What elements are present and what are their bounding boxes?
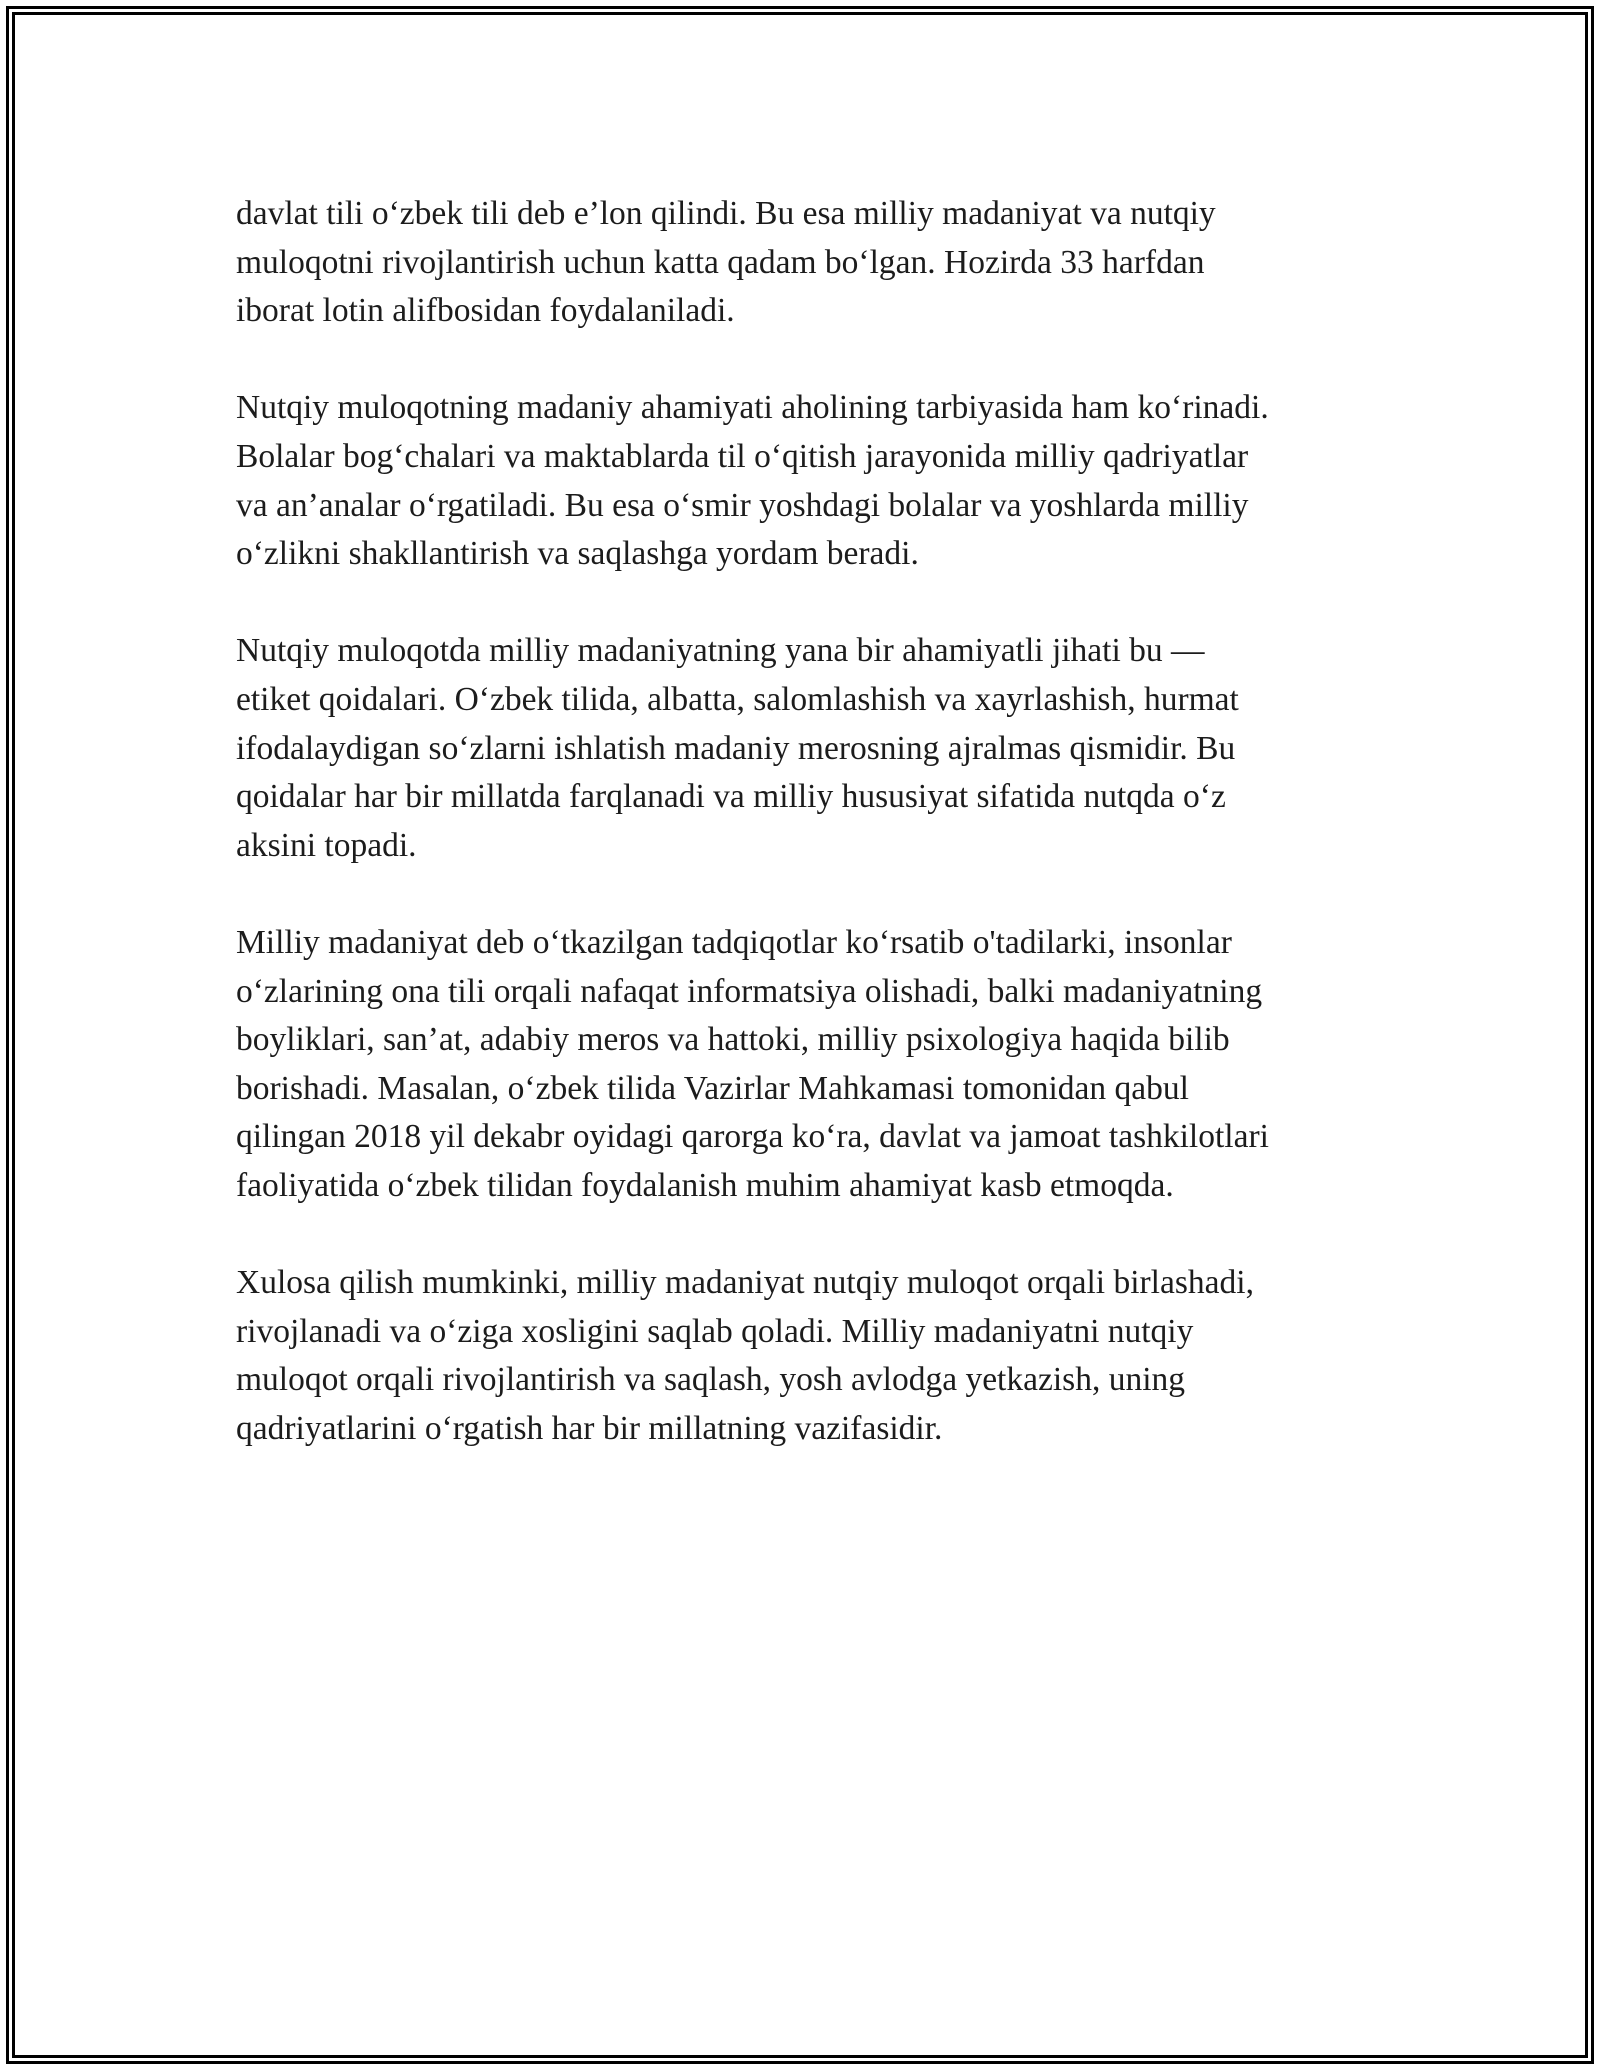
paragraph-conclusion: [236, 1259, 1376, 1453]
text-line: qadriyatlarini o‘rgatish har bir millatning vazifasidir.: [236, 1409, 943, 1447]
text-line: Nutqiy muloqotning madaniy ahamiyati aholining tarbiyasida ham ko‘rinadi.: [236, 389, 1269, 427]
paragraph-etiquette: [236, 627, 1376, 870]
paragraph-official-language: [236, 190, 1376, 336]
text-line: o‘zlarining ona tili orqali nafaqat informatsiya olishadi, balki madaniyatning: [236, 972, 1263, 1010]
paragraph-research: [236, 919, 1376, 1211]
text-line: ifodalaydigan so‘zlarni ishlatish madaniy merosning ajralmas qismidir. Bu: [236, 729, 1236, 767]
text-line: aksini topadi.: [236, 826, 417, 864]
text-line: muloqotni rivojlantirish uchun katta qadam bo‘lgan. Hozirda 33 harfdan: [236, 243, 1205, 281]
paragraph-cultural-importance: [236, 384, 1376, 578]
text-line: muloqot orqali rivojlantirish va saqlash, yosh avlodga yetkazish, uning: [236, 1361, 1186, 1399]
text-line: iborat lotin alifbosidan foydalaniladi.: [236, 292, 735, 330]
text-line: Nutqiy muloqotda milliy madaniyatning yana bir ahamiyatli jihati bu —: [236, 632, 1205, 670]
text-line: faoliyatida o‘zbek tilidan foydalanish muhim ahamiyat kasb etmoqda.: [236, 1166, 1174, 1204]
text-line: Xulosa qilish mumkinki, milliy madaniyat nutqiy muloqot orqali birlashadi,: [236, 1264, 1254, 1302]
text-line: etiket qoidalari. O‘zbek tilida, albatta, salomlashish va xayrlashish, hurmat: [236, 680, 1239, 718]
text-line: boyliklari, san’at, adabiy meros va hattoki, milliy psixologiya haqida bilib: [236, 1021, 1230, 1059]
text-line: o‘zlikni shakllantirish va saqlashga yordam beradi.: [236, 535, 919, 573]
text-line: qoidalar har bir millatda farqlanadi va milliy hususiyat sifatida nutqda o‘z: [236, 778, 1226, 816]
text-line: borishadi. Masalan, o‘zbek tilida Vazirlar Mahkamasi tomonidan qabul: [236, 1069, 1189, 1107]
document-body: [236, 190, 1376, 1502]
text-line: va an’analar o‘rgatiladi. Bu esa o‘smir yoshdagi bolalar va yoshlarda milliy: [236, 486, 1249, 524]
text-line: Bolalar bog‘chalari va maktablarda til o‘qitish jarayonida milliy qadriyatlar: [236, 437, 1249, 475]
text-line: rivojlanadi va o‘ziga xosligini saqlab qoladi. Milliy madaniyatni nutqiy: [236, 1312, 1194, 1350]
text-line: Milliy madaniyat deb o‘tkazilgan tadqiqotlar ko‘rsatib o'tadilarki, insonlar: [236, 923, 1232, 961]
text-line: qilingan 2018 yil dekabr oyidagi qarorga ko‘ra, davlat va jamoat tashkilotlari: [236, 1118, 1269, 1156]
text-line: davlat tili o‘zbek tili deb e’lon qilindi. Bu esa milliy madaniyat va nutqiy: [236, 195, 1216, 232]
